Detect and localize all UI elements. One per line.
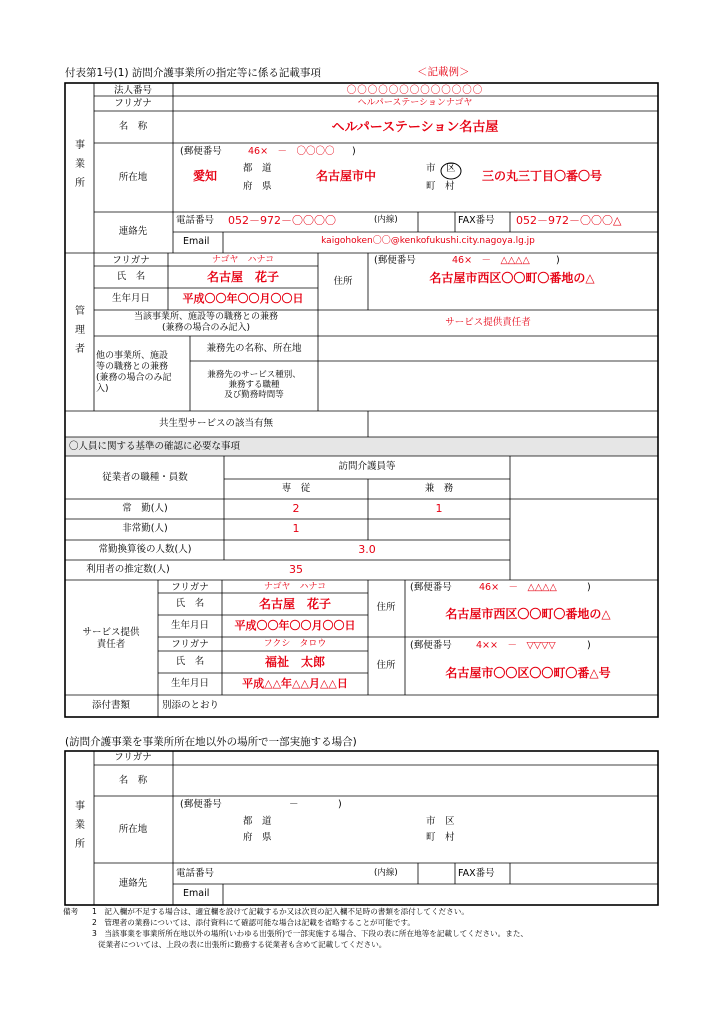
staff-heading: 〇人員に関する基準の確認に必要な事項 bbox=[69, 441, 241, 452]
office-email-value: kaigohoken〇〇@kenkofukushi.city.nagoya.lg.jp bbox=[321, 236, 535, 246]
part2-section-label: 事業所 bbox=[75, 801, 85, 850]
notes-label: 備考 bbox=[63, 907, 79, 916]
manager-section-label: 管理者 bbox=[75, 306, 85, 355]
manager-birth-value: 平成〇〇年〇〇月〇〇日 bbox=[182, 292, 304, 305]
manager-address-value: 名古屋市西区〇〇町〇番地の△ bbox=[429, 271, 595, 285]
office-name-label: 名 称 bbox=[118, 121, 148, 132]
sp1-furigana-value: ナゴヤ ハナコ bbox=[263, 582, 327, 592]
note-2: 2 管理者の業務については、添付資料にて確認可能な場合は記載を省略することが可能です。 bbox=[92, 918, 416, 927]
part2-title: (訪問介護事業を事業所所在地以外の場所で一部実施する場合) bbox=[65, 736, 357, 748]
manager-concurrent-value: サービス提供責任者 bbox=[445, 317, 531, 328]
office-furigana-value: ヘルパーステーションナゴヤ bbox=[357, 98, 473, 108]
office-pref-value: 愛知 bbox=[193, 169, 218, 183]
office-name-value: ヘルパーステーション名古屋 bbox=[331, 120, 499, 135]
sp2-furigana-value: フクシ タロウ bbox=[263, 639, 327, 649]
manager-furigana-value: ナゴヤ ハナコ bbox=[211, 255, 275, 265]
sp2-postal-value: 4×× － ▽▽▽▽ bbox=[476, 640, 556, 651]
manager-postal-value: 46× － △△△△ bbox=[452, 255, 530, 266]
users-value: 35 bbox=[289, 563, 303, 576]
office-city-value: 名古屋市中 bbox=[316, 169, 377, 183]
office-section-label: 事業所 bbox=[75, 140, 85, 189]
office-tel-value: 052－972－〇〇〇〇 bbox=[228, 214, 336, 227]
fulltime-part-value: 1 bbox=[435, 502, 443, 515]
note-3b: 従業者については、上段の表に出張所に勤務する従業者も含めて記載してください。 bbox=[98, 940, 387, 949]
sp2-address-value: 名古屋市〇〇区〇〇町〇番△号 bbox=[445, 666, 611, 680]
houjin-label: 法人番号 bbox=[113, 85, 153, 96]
example-tag: ＜記載例＞ bbox=[417, 66, 470, 78]
sp2-birth-value: 平成△△年△△月△△日 bbox=[242, 677, 348, 690]
office-postal-value: 46× － 〇〇〇〇 bbox=[248, 146, 335, 157]
sp2-name-value: 福祉 太郎 bbox=[264, 655, 326, 669]
kyosei-label: 共生型サービスの該当有無 bbox=[158, 418, 274, 429]
fulltime-full-value: 2 bbox=[292, 502, 300, 515]
office-address-label: 所在地 bbox=[118, 172, 148, 183]
parttime-full-value: 1 bbox=[292, 522, 300, 535]
fte-value: 3.0 bbox=[358, 543, 376, 556]
office-furigana-label: フリガナ bbox=[114, 98, 152, 109]
sp1-address-value: 名古屋市西区〇〇町〇番地の△ bbox=[445, 607, 611, 621]
attach-value: 別添のとおり bbox=[162, 700, 220, 711]
office-contact-label: 連絡先 bbox=[118, 226, 148, 237]
sp1-postal-value: 46× － △△△△ bbox=[479, 582, 557, 593]
sp1-birth-value: 平成〇〇年〇〇月〇〇日 bbox=[234, 619, 356, 632]
note-1: 1 記入欄が不足する場合は、適宜欄を設けて記載するか又は次頁の記入欄不足時の書類を添付してください。 bbox=[92, 907, 469, 916]
sp1-name-value: 名古屋 花子 bbox=[258, 597, 332, 611]
office-town-value: 三の丸三丁目〇番〇号 bbox=[482, 169, 603, 183]
houjin-value: 〇〇〇〇〇〇〇〇〇〇〇〇〇 bbox=[346, 85, 484, 96]
office-fax-value: 052－972－〇〇〇△ bbox=[516, 214, 622, 227]
office-postal-label: (郵便番号 bbox=[180, 146, 222, 157]
note-3: 3 当該事業を事業所所在地以外の場所(いわゆる出張所)で一部実施する場合、下段の表に所在地等を記載してください。また、 bbox=[92, 929, 528, 938]
form-title: 付表第1号(1) 訪問介護事業所の指定等に係る記載事項 bbox=[65, 67, 321, 79]
manager-name-value: 名古屋 花子 bbox=[206, 270, 280, 284]
